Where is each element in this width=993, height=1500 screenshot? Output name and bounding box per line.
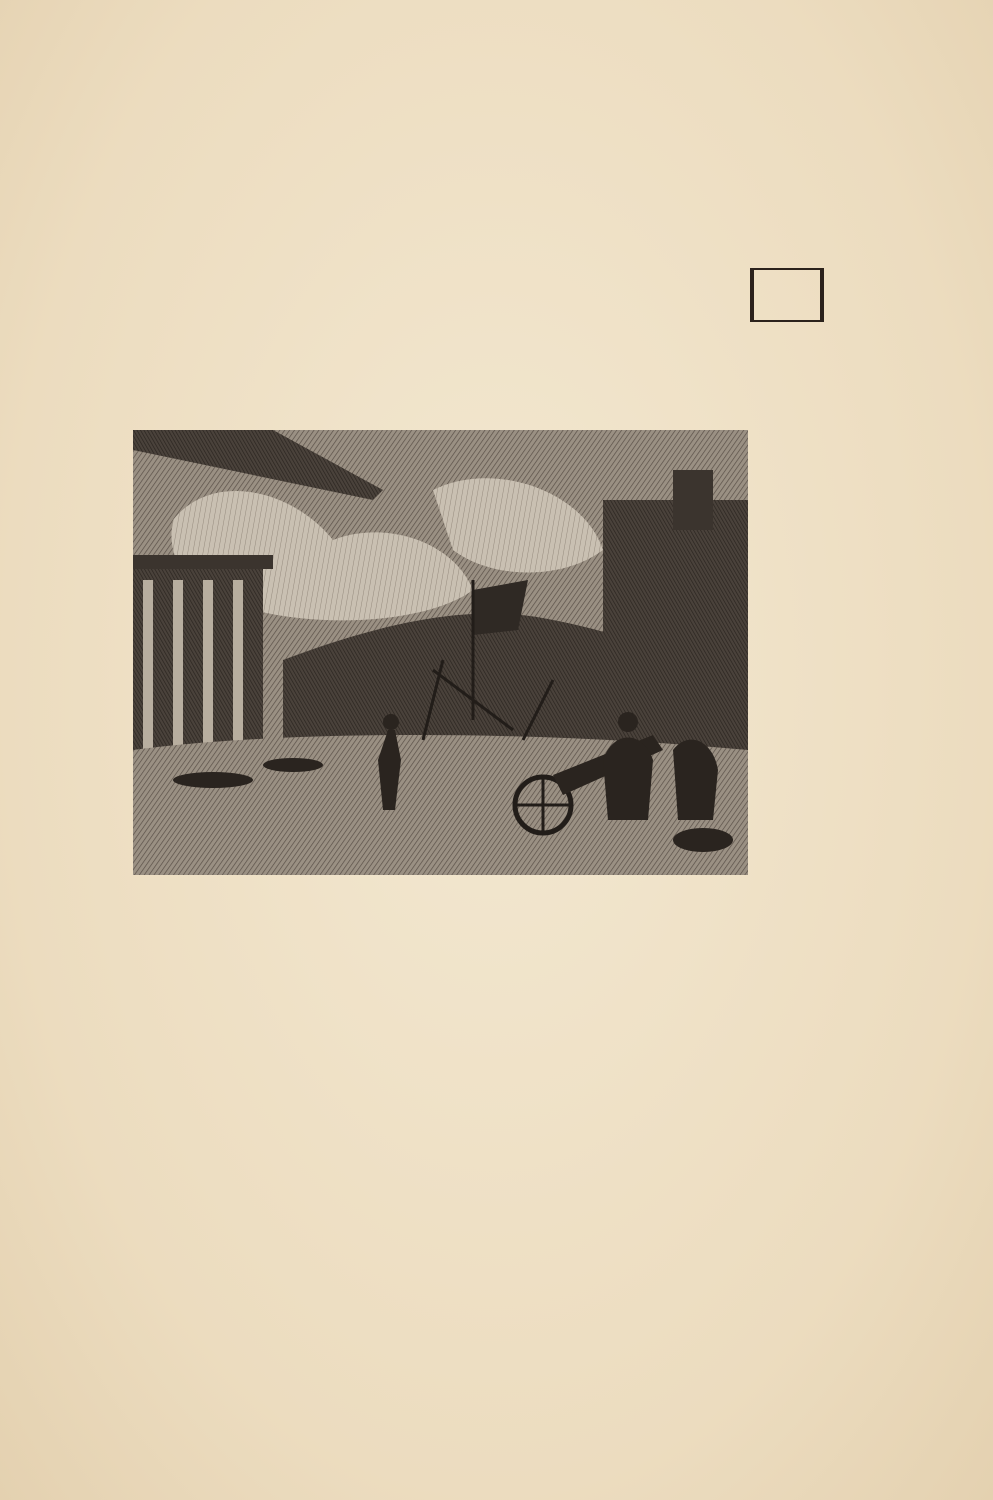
engraving-illustration bbox=[133, 430, 748, 875]
margin-date bbox=[750, 268, 824, 322]
illustration-caption bbox=[120, 895, 830, 897]
